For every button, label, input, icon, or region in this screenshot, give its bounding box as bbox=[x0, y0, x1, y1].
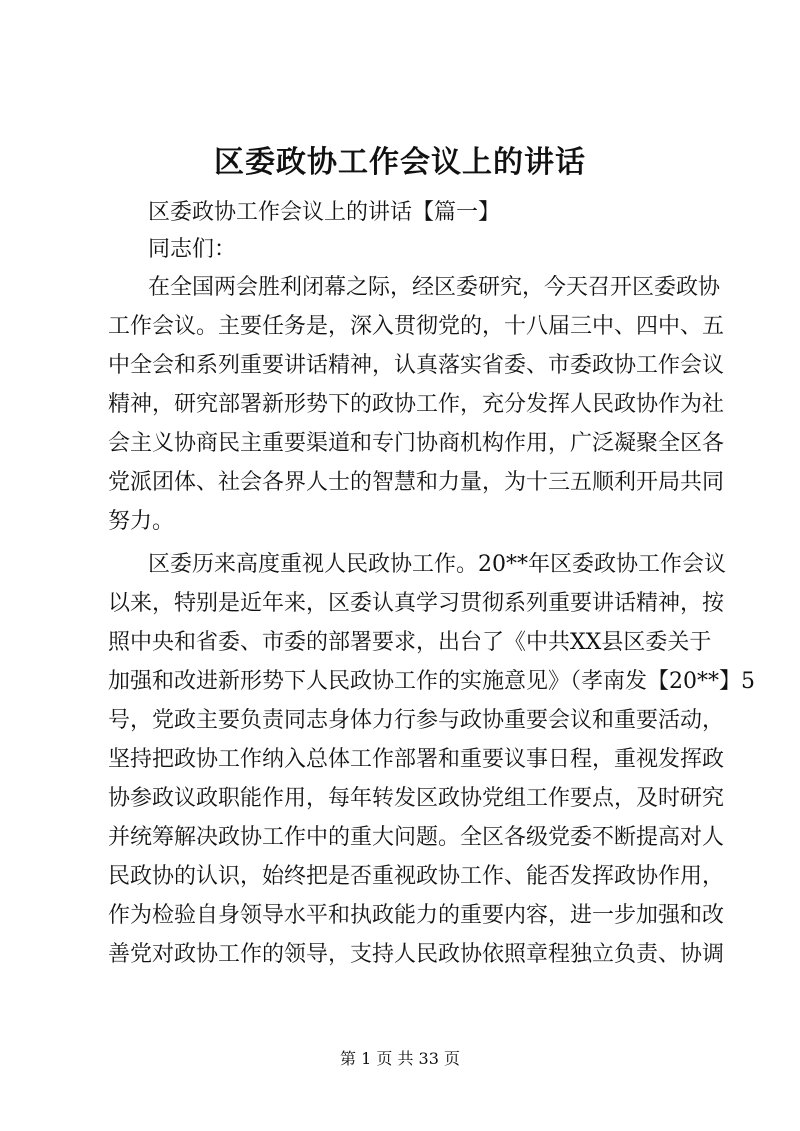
page-number-footer: 第 1 页 共 33 页 bbox=[340, 1049, 460, 1068]
paragraph-line: 努力。 bbox=[108, 509, 175, 534]
paragraph-line: 中全会和系列重要讲话精神，认真落实省委、市委政协工作会议 bbox=[108, 353, 725, 378]
paragraph-line: 精神，研究部署新形势下的政协工作，充分发挥人民政协作为社 bbox=[108, 392, 725, 417]
greeting: 同志们： bbox=[148, 237, 237, 262]
paragraph-line: 协参政议政职能作用，每年转发区政协党组工作要点，及时研究 bbox=[108, 786, 725, 811]
paragraph-line: 民政协的认识，始终把是否重视政协工作、能否发挥政协作用， bbox=[108, 864, 725, 889]
paragraph-line: 工作会议。主要任务是，深入贯彻党的，十八届三中、四中、五 bbox=[108, 314, 725, 339]
document-title: 区委政协工作会议上的讲话 bbox=[214, 145, 586, 180]
paragraph-line: 并统筹解决政协工作中的重大问题。全区各级党委不断提高对人 bbox=[108, 825, 725, 850]
paragraph-line: 号，党政主要负责同志身体力行参与政协重要会议和重要活动， bbox=[108, 708, 725, 733]
section-heading: 区委政协工作会议上的讲话【篇一】 bbox=[148, 200, 501, 225]
paragraph-line: 区委历来高度重视人民政协工作。20**年区委政协工作会议 bbox=[148, 552, 726, 577]
paragraph-line: 作为检验自身领导水平和执政能力的重要内容，进一步加强和改 bbox=[108, 903, 725, 928]
paragraph-line: 加强和改进新形势下人民政协工作的实施意见》（孝南发【20**】5 bbox=[108, 669, 755, 694]
paragraph-line: 党派团体、社会各界人士的智慧和力量，为十三五顺利开局共同 bbox=[108, 470, 725, 495]
paragraph-line: 在全国两会胜利闭幕之际，经区委研究，今天召开区委政协 bbox=[148, 275, 721, 300]
paragraph-line: 照中央和省委、市委的部署要求，出台了《中共XX县区委关于 bbox=[108, 630, 712, 655]
paragraph-line: 以来，特别是近年来，区委认真学习贯彻系列重要讲话精神，按 bbox=[108, 591, 725, 616]
paragraph-line: 会主义协商民主重要渠道和专门协商机构作用，广泛凝聚全区各 bbox=[108, 431, 725, 456]
paragraph-line: 善党对政协工作的领导，支持人民政协依照章程独立负责、协调 bbox=[108, 942, 725, 967]
paragraph-line: 坚持把政协工作纳入总体工作部署和重要议事日程，重视发挥政 bbox=[108, 747, 725, 772]
